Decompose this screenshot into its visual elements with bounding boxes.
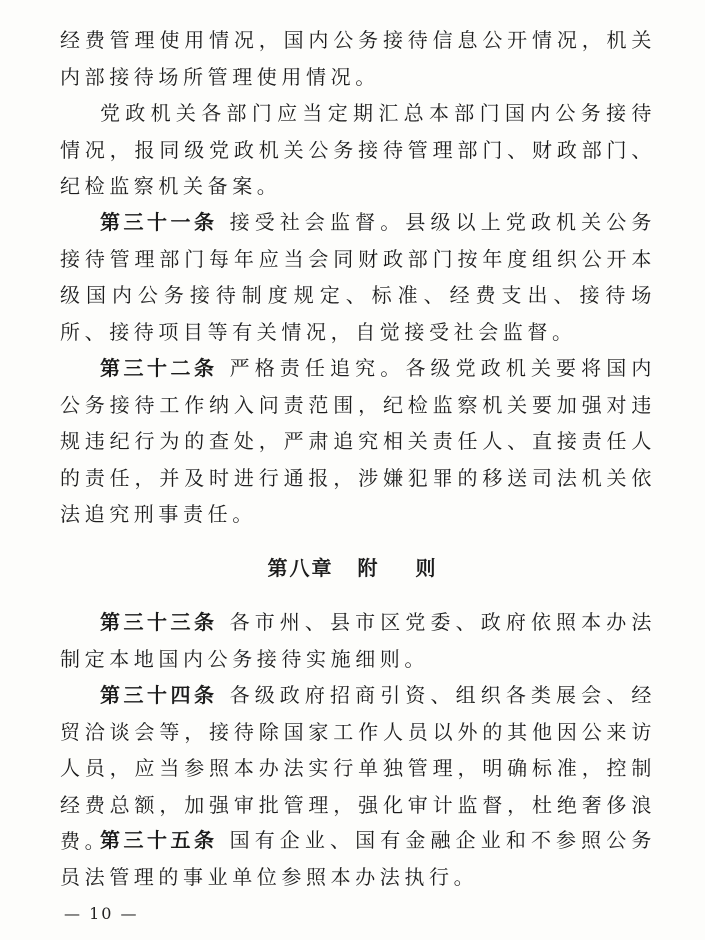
chapter-heading	[0, 553, 705, 583]
paragraph-text: 党政机关各部门应当定期汇总本部门国内公务接待情况，报同级党政机关公务接待管理部门、财政部门、纪检监察机关备案。	[60, 101, 656, 198]
page-number: — 10 —	[64, 904, 139, 923]
article-text: 国有企业、国有金融企业和不参照公务员法管理的事业单位参照本办法执行。	[60, 828, 657, 889]
paragraph-text: 经费管理使用情况，国内公务接待信息公开情况，机关内部接待场所管理使用情况。	[60, 28, 656, 89]
article-32	[60, 350, 656, 533]
article-35	[60, 822, 656, 895]
chapter-title-char-1: 附	[357, 556, 380, 580]
article-text: 各市州、县市区党委、政府依照本办法制定本地国内公务接待实施细则。	[60, 610, 657, 671]
article-number: 第三十二条	[100, 356, 218, 380]
article-number: 第三十一条	[100, 210, 218, 234]
article-number: 第三十五条	[100, 828, 218, 852]
article-text: 接受社会监督。县级以上党政机关公务接待管理部门每年应当会同财政部门按年度组织公开本级国内公务接待制度规定、标准、经费支出、接待场所、接待项目等有关情况，自觉接受社会监督。	[60, 210, 657, 344]
article-33	[60, 604, 656, 677]
chapter-number: 第八章	[267, 556, 334, 580]
article-text: 严格责任追究。各级党政机关要将国内公务接待工作纳入问责范围，纪检监察机关要加强对违规违纪行为的查处，严肃追究相关责任人、直接责任人的责任，并及时进行通报，涉嫌犯罪的移送司法机关依法追究刑事责任。	[60, 356, 657, 526]
paragraph-filing	[60, 95, 656, 205]
article-31	[60, 204, 656, 350]
paragraph-continuation	[60, 22, 656, 95]
article-number: 第三十三条	[100, 610, 218, 634]
article-number: 第三十四条	[100, 683, 218, 707]
article-text: 各级政府招商引资、组织各类展会、经贸洽谈会等，接待除国家工作人员以外的其他因公来访人员，应当参照本办法实行单独管理，明确标准，控制经费总额，加强审批管理，强化审计监督，杜绝奢侈浪费。	[60, 683, 657, 853]
chapter-title-char-2: 则	[415, 556, 438, 580]
